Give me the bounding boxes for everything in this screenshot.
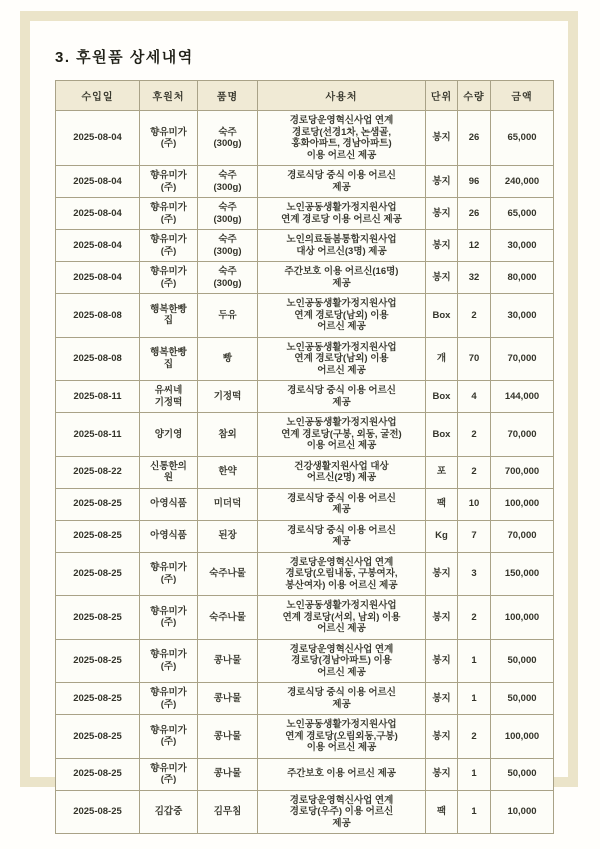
- cell-usage: 경로당운영혁신사업 연계 경로당(우주) 이용 어르신 제공: [258, 790, 426, 834]
- table-row: [56, 456, 554, 488]
- cell-usage: 경로식당 중식 이용 어르신 제공: [258, 683, 426, 715]
- cell-usage: 노인공동생활가정지원사업 연계 경로당(구봉, 외동, 굴전) 이용 어르신 제공: [258, 413, 426, 457]
- cell-amount: 80,000: [491, 262, 554, 294]
- cell-donor: 행복한빵 집: [140, 294, 198, 338]
- cell-date: 2025-08-04: [56, 166, 140, 198]
- cell-qty: 2: [458, 294, 491, 338]
- cell-amount: 10,000: [491, 790, 554, 834]
- cell-date: 2025-08-25: [56, 488, 140, 520]
- cell-item: 콩나물: [198, 639, 258, 683]
- cell-item: 숙주나물: [198, 552, 258, 596]
- cell-unit: Box: [426, 381, 458, 413]
- cell-date: 2025-08-04: [56, 262, 140, 294]
- cell-date: 2025-08-04: [56, 111, 140, 166]
- table-body: [56, 111, 554, 834]
- table-row: [56, 520, 554, 552]
- cell-date: 2025-08-25: [56, 683, 140, 715]
- cell-usage: 노인공동생활가정지원사업 연계 경로당 이용 어르신 제공: [258, 198, 426, 230]
- cell-unit: 팩: [426, 790, 458, 834]
- table-row: [56, 639, 554, 683]
- cell-unit: 봉지: [426, 639, 458, 683]
- cell-date: 2025-08-11: [56, 413, 140, 457]
- cell-amount: 30,000: [491, 230, 554, 262]
- cell-usage: 노인공동생활가정지원사업 연계 경로당(오림외동,구봉) 이용 어르신 제공: [258, 715, 426, 759]
- table-header-row: [56, 81, 554, 111]
- cell-usage: 경로식당 중식 이용 어르신 제공: [258, 488, 426, 520]
- cell-qty: 3: [458, 552, 491, 596]
- cell-amount: 100,000: [491, 488, 554, 520]
- cell-donor: 아영식품: [140, 520, 198, 552]
- cell-item: 빵: [198, 337, 258, 381]
- cell-unit: 포: [426, 456, 458, 488]
- donations-table: [55, 80, 554, 834]
- cell-unit: 팩: [426, 488, 458, 520]
- table-row: [56, 683, 554, 715]
- cell-unit: 봉지: [426, 262, 458, 294]
- cell-usage: 노인공동생활가정지원사업 연계 경로당(남외) 이용 어르신 제공: [258, 294, 426, 338]
- cell-unit: 봉지: [426, 552, 458, 596]
- cell-amount: 65,000: [491, 198, 554, 230]
- cell-usage: 주간보호 이용 어르신(16명) 제공: [258, 262, 426, 294]
- cell-usage: 건강생활지원사업 대상 어르신(2명) 제공: [258, 456, 426, 488]
- cell-date: 2025-08-25: [56, 552, 140, 596]
- cell-donor: 향유미가 (주): [140, 715, 198, 759]
- cell-date: 2025-08-08: [56, 294, 140, 338]
- cell-date: 2025-08-25: [56, 715, 140, 759]
- cell-date: 2025-08-08: [56, 337, 140, 381]
- cell-amount: 700,000: [491, 456, 554, 488]
- cell-date: 2025-08-11: [56, 381, 140, 413]
- cell-qty: 26: [458, 198, 491, 230]
- cell-donor: 향유미가 (주): [140, 166, 198, 198]
- cell-date: 2025-08-04: [56, 198, 140, 230]
- table-header-cell: 수입일: [56, 81, 140, 111]
- cell-unit: Kg: [426, 520, 458, 552]
- cell-amount: 65,000: [491, 111, 554, 166]
- cell-unit: 봉지: [426, 198, 458, 230]
- cell-item: 김무침: [198, 790, 258, 834]
- cell-qty: 26: [458, 111, 491, 166]
- table-row: [56, 758, 554, 790]
- cell-item: 콩나물: [198, 683, 258, 715]
- table-header-cell: 수량: [458, 81, 491, 111]
- cell-donor: 향유미가 (주): [140, 552, 198, 596]
- cell-item: 숙주 (300g): [198, 166, 258, 198]
- cell-item: 콩나물: [198, 715, 258, 759]
- table-header-cell: 금액: [491, 81, 554, 111]
- table-row: [56, 166, 554, 198]
- cell-date: 2025-08-25: [56, 520, 140, 552]
- cell-qty: 12: [458, 230, 491, 262]
- cell-usage: 주간보호 이용 어르신 제공: [258, 758, 426, 790]
- cell-qty: 10: [458, 488, 491, 520]
- cell-amount: 50,000: [491, 639, 554, 683]
- cell-usage: 경로당운영혁신사업 연계 경로당(선경1차, 논샘골, 홍화아파트, 경남아파트) 이용 어르신 제공: [258, 111, 426, 166]
- cell-unit: 봉지: [426, 758, 458, 790]
- table-header-cell: 단위: [426, 81, 458, 111]
- table-row: [56, 715, 554, 759]
- cell-donor: 향유미가 (주): [140, 230, 198, 262]
- cell-item: 숙주 (300g): [198, 230, 258, 262]
- cell-item: 숙주 (300g): [198, 262, 258, 294]
- cell-qty: 2: [458, 596, 491, 640]
- table-row: [56, 596, 554, 640]
- cell-date: 2025-08-04: [56, 230, 140, 262]
- table-row: [56, 552, 554, 596]
- cell-amount: 30,000: [491, 294, 554, 338]
- cell-qty: 96: [458, 166, 491, 198]
- cell-usage: 경로당운영혁신사업 연계 경로당(경남아파트) 이용 어르신 제공: [258, 639, 426, 683]
- cell-donor: 아영식품: [140, 488, 198, 520]
- cell-unit: 개: [426, 337, 458, 381]
- cell-amount: 50,000: [491, 758, 554, 790]
- cell-unit: Box: [426, 413, 458, 457]
- table-row: [56, 337, 554, 381]
- cell-date: 2025-08-25: [56, 596, 140, 640]
- page-title: 3. 후원품 상세내역: [55, 49, 194, 66]
- cell-item: 된장: [198, 520, 258, 552]
- cell-unit: Box: [426, 294, 458, 338]
- cell-donor: 양기영: [140, 413, 198, 457]
- cell-qty: 2: [458, 456, 491, 488]
- cell-unit: 봉지: [426, 166, 458, 198]
- cell-qty: 1: [458, 683, 491, 715]
- cell-donor: 향유미가 (주): [140, 111, 198, 166]
- cell-amount: 144,000: [491, 381, 554, 413]
- cell-qty: 1: [458, 758, 491, 790]
- table-row: [56, 294, 554, 338]
- cell-usage: 노인공동생활가정지원사업 연계 경로당(서외, 남외) 이용 어르신 제공: [258, 596, 426, 640]
- cell-donor: 신통한의 원: [140, 456, 198, 488]
- cell-qty: 1: [458, 639, 491, 683]
- cell-donor: 향유미가 (주): [140, 596, 198, 640]
- table-row: [56, 790, 554, 834]
- cell-unit: 봉지: [426, 596, 458, 640]
- cell-donor: 향유미가 (주): [140, 683, 198, 715]
- table-row: [56, 381, 554, 413]
- cell-item: 기정떡: [198, 381, 258, 413]
- cell-donor: 유씨네 기정떡: [140, 381, 198, 413]
- cell-amount: 100,000: [491, 596, 554, 640]
- table-row: [56, 488, 554, 520]
- cell-unit: 봉지: [426, 715, 458, 759]
- cell-item: 참외: [198, 413, 258, 457]
- cell-item: 숙주나물: [198, 596, 258, 640]
- cell-amount: 70,000: [491, 520, 554, 552]
- cell-donor: 김갑중: [140, 790, 198, 834]
- cell-item: 두유: [198, 294, 258, 338]
- table-row: [56, 198, 554, 230]
- cell-donor: 향유미가 (주): [140, 198, 198, 230]
- cell-item: 숙주 (300g): [198, 111, 258, 166]
- cell-unit: 봉지: [426, 683, 458, 715]
- cell-amount: 70,000: [491, 337, 554, 381]
- table-row: [56, 111, 554, 166]
- table-header-cell: 후원처: [140, 81, 198, 111]
- cell-item: 콩나물: [198, 758, 258, 790]
- cell-usage: 경로식당 중식 이용 어르신 제공: [258, 166, 426, 198]
- cell-donor: 향유미가 (주): [140, 639, 198, 683]
- cell-qty: 7: [458, 520, 491, 552]
- table-header-cell: 품명: [198, 81, 258, 111]
- cell-qty: 2: [458, 413, 491, 457]
- cell-donor: 향유미가 (주): [140, 758, 198, 790]
- cell-date: 2025-08-25: [56, 758, 140, 790]
- cell-usage: 경로식당 중식 이용 어르신 제공: [258, 520, 426, 552]
- cell-usage: 경로식당 중식 이용 어르신 제공: [258, 381, 426, 413]
- cell-item: 한약: [198, 456, 258, 488]
- cell-amount: 50,000: [491, 683, 554, 715]
- cell-donor: 향유미가 (주): [140, 262, 198, 294]
- cell-usage: 경로당운영혁신사업 연계 경로당(오림내동, 구봉여자, 봉산여자) 이용 어르신 제공: [258, 552, 426, 596]
- cell-date: 2025-08-25: [56, 639, 140, 683]
- table-header-cell: 사용처: [258, 81, 426, 111]
- cell-amount: 240,000: [491, 166, 554, 198]
- cell-qty: 70: [458, 337, 491, 381]
- cell-item: 미더덕: [198, 488, 258, 520]
- cell-amount: 70,000: [491, 413, 554, 457]
- cell-unit: 봉지: [426, 111, 458, 166]
- table-row: [56, 413, 554, 457]
- cell-date: 2025-08-25: [56, 790, 140, 834]
- cell-amount: 100,000: [491, 715, 554, 759]
- cell-item: 숙주 (300g): [198, 198, 258, 230]
- cell-qty: 32: [458, 262, 491, 294]
- cell-qty: 4: [458, 381, 491, 413]
- cell-qty: 1: [458, 790, 491, 834]
- cell-qty: 2: [458, 715, 491, 759]
- table-row: [56, 230, 554, 262]
- cell-amount: 150,000: [491, 552, 554, 596]
- cell-date: 2025-08-22: [56, 456, 140, 488]
- cell-usage: 노인의료돌봄통합지원사업 대상 어르신(3명) 제공: [258, 230, 426, 262]
- cell-donor: 행복한빵 집: [140, 337, 198, 381]
- cell-unit: 봉지: [426, 230, 458, 262]
- cell-usage: 노인공동생활가정지원사업 연계 경로당(남외) 이용 어르신 제공: [258, 337, 426, 381]
- table-row: [56, 262, 554, 294]
